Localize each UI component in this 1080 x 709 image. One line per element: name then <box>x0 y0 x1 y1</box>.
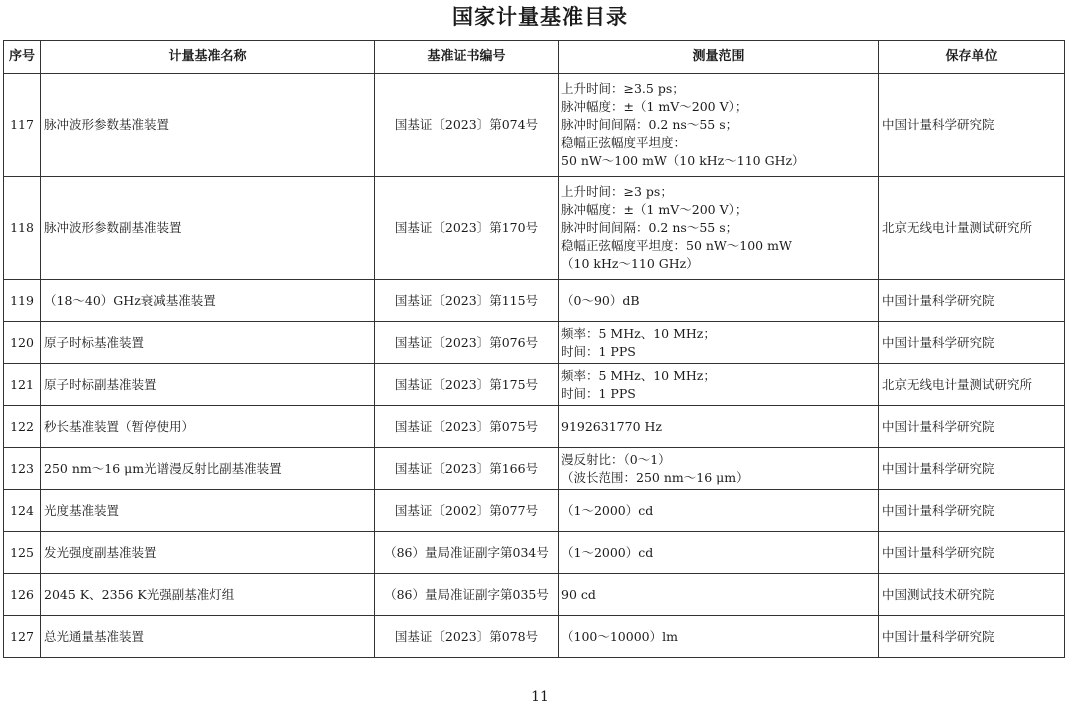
range-line: 频率：5 MHz、10 MHz； <box>561 367 716 383</box>
table-row <box>4 616 1065 658</box>
certificate-number: 国基证〔2023〕第166号 <box>375 448 559 490</box>
table-row <box>4 406 1065 448</box>
table-row <box>4 532 1065 574</box>
range-line: 脉冲幅度：±（1 mV～200 V）； <box>561 202 748 217</box>
row-number: 117 <box>4 74 41 177</box>
benchmark-name: 发光强度副基准装置 <box>41 532 375 574</box>
row-number: 126 <box>4 574 41 616</box>
range-line: 脉冲幅度：±（1 mV～200 V）； <box>561 99 748 114</box>
range-line: 漫反射比：（0～1） <box>561 451 671 467</box>
measurement-range <box>559 177 879 280</box>
range-line: 稳幅正弦幅度平坦度： <box>561 135 687 150</box>
header-name: 计量基准名称 <box>41 41 375 74</box>
range-line: 时间：1 PPS <box>561 385 636 401</box>
measurement-range <box>559 448 879 490</box>
measurement-range <box>559 616 879 658</box>
custodian-unit: 中国计量科学研究院 <box>879 490 1065 532</box>
header-range: 测量范围 <box>559 41 879 74</box>
row-number: 122 <box>4 406 41 448</box>
document-title: 国家计量基准目录 <box>452 5 628 29</box>
range-line: 上升时间：≥3 ps； <box>561 184 673 199</box>
custodian-unit: 中国计量科学研究院 <box>879 406 1065 448</box>
certificate-number: 国基证〔2023〕第074号 <box>375 74 559 177</box>
certificate-number: 国基证〔2023〕第076号 <box>375 322 559 364</box>
table-row <box>4 364 1065 406</box>
row-number: 123 <box>4 448 41 490</box>
custodian-unit: 中国测试技术研究院 <box>879 574 1065 616</box>
table-row <box>4 574 1065 616</box>
range-line: 上升时间：≥3.5 ps； <box>561 81 685 96</box>
benchmark-name: 总光通量基准装置 <box>41 616 375 658</box>
row-number: 120 <box>4 322 41 364</box>
benchmark-name: 2045 K、2356 K光强副基准灯组 <box>41 574 375 616</box>
benchmark-name: （18～40）GHz衰减基准装置 <box>41 280 375 322</box>
range-line: （1～2000）cd <box>561 544 654 560</box>
benchmark-table <box>3 40 1065 658</box>
table-body <box>4 74 1065 658</box>
range-line: 脉冲时间间隔：0.2 ns～55 s； <box>561 220 739 235</box>
measurement-range <box>559 364 879 406</box>
benchmark-name: 秒长基准装置（暂停使用） <box>41 406 375 448</box>
measurement-range <box>559 322 879 364</box>
row-number: 118 <box>4 177 41 280</box>
certificate-number: 国基证〔2023〕第175号 <box>375 364 559 406</box>
custodian-unit: 中国计量科学研究院 <box>879 74 1065 177</box>
range-line: 50 nW～100 mW（10 kHz～110 GHz） <box>561 153 805 168</box>
custodian-unit: 中国计量科学研究院 <box>879 280 1065 322</box>
custodian-unit: 中国计量科学研究院 <box>879 532 1065 574</box>
range-line: 9192631770 Hz <box>561 418 662 434</box>
header-unit: 保存单位 <box>879 41 1065 74</box>
row-number: 124 <box>4 490 41 532</box>
range-line: （100～10000）lm <box>561 628 678 644</box>
custodian-unit: 中国计量科学研究院 <box>879 322 1065 364</box>
benchmark-name: 原子时标基准装置 <box>41 322 375 364</box>
custodian-unit: 北京无线电计量测试研究所 <box>879 177 1065 280</box>
range-line: 稳幅正弦幅度平坦度：50 nW～100 mW <box>561 238 792 253</box>
header-no: 序号 <box>4 41 41 74</box>
certificate-number: 国基证〔2002〕第077号 <box>375 490 559 532</box>
row-number: 119 <box>4 280 41 322</box>
benchmark-name: 250 nm～16 μm光谱漫反射比副基准装置 <box>41 448 375 490</box>
range-line: 时间：1 PPS <box>561 343 636 359</box>
range-line: 脉冲时间间隔：0.2 ns～55 s； <box>561 117 739 132</box>
table-row <box>4 490 1065 532</box>
benchmark-name: 光度基准装置 <box>41 490 375 532</box>
row-number: 121 <box>4 364 41 406</box>
certificate-number: 国基证〔2023〕第078号 <box>375 616 559 658</box>
measurement-range <box>559 280 879 322</box>
measurement-range <box>559 74 879 177</box>
table-row <box>4 448 1065 490</box>
measurement-range <box>559 574 879 616</box>
table-row <box>4 74 1065 177</box>
measurement-range <box>559 532 879 574</box>
range-line: （1～2000）cd <box>561 502 654 518</box>
benchmark-name: 原子时标副基准装置 <box>41 364 375 406</box>
benchmark-name: 脉冲波形参数基准装置 <box>41 74 375 177</box>
table-header-row <box>4 41 1065 74</box>
range-line: （0～90）dB <box>561 292 640 308</box>
certificate-number: 国基证〔2023〕第075号 <box>375 406 559 448</box>
measurement-range <box>559 406 879 448</box>
certificate-number: 国基证〔2023〕第115号 <box>375 280 559 322</box>
range-line: （波长范围：250 nm～16 μm） <box>561 469 749 485</box>
custodian-unit: 中国计量科学研究院 <box>879 448 1065 490</box>
custodian-unit: 中国计量科学研究院 <box>879 616 1065 658</box>
certificate-number: （86）量局准证副字第035号 <box>375 574 559 616</box>
range-line: 90 cd <box>561 586 596 602</box>
row-number: 125 <box>4 532 41 574</box>
range-line: 频率：5 MHz、10 MHz； <box>561 325 716 341</box>
range-line: （10 kHz～110 GHz） <box>561 256 699 271</box>
table-row <box>4 177 1065 280</box>
benchmark-name: 脉冲波形参数副基准装置 <box>41 177 375 280</box>
table-row <box>4 322 1065 364</box>
row-number: 127 <box>4 616 41 658</box>
header-cert: 基准证书编号 <box>375 41 559 74</box>
measurement-range <box>559 490 879 532</box>
page-number: 11 <box>531 689 549 705</box>
custodian-unit: 北京无线电计量测试研究所 <box>879 364 1065 406</box>
table-row <box>4 280 1065 322</box>
certificate-number: 国基证〔2023〕第170号 <box>375 177 559 280</box>
certificate-number: （86）量局准证副字第034号 <box>375 532 559 574</box>
